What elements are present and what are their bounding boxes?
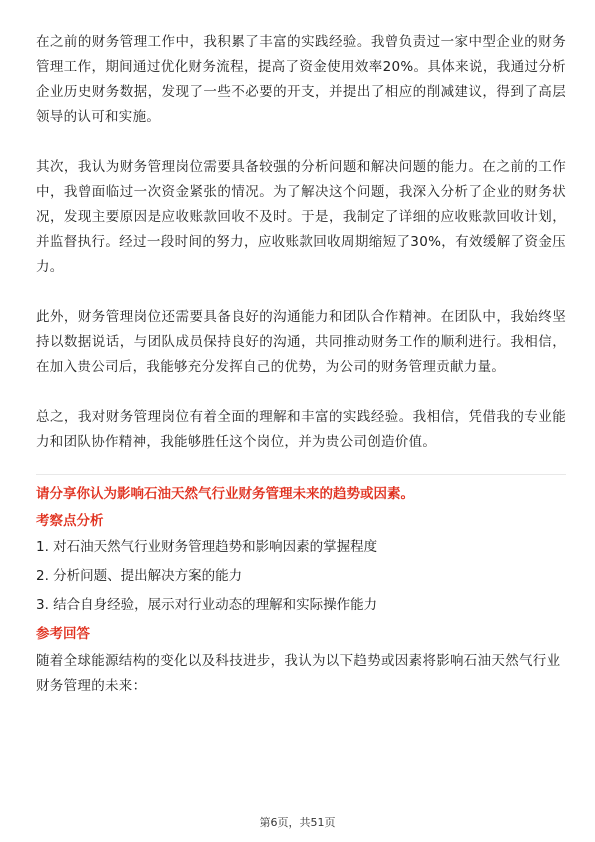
body-paragraph-3: 此外，财务管理岗位还需要具备良好的沟通能力和团队合作精神。在团队中，我始终坚持以数据说话，与团队成员保持良好的沟通，共同推动财务工作的顺利进行。我相信，在加入贵公司后，我能够充分发挥自己的优势，为公司的财务管理贡献力量。 (36, 309, 566, 375)
analysis-item-1: 1. 对石油天然气行业财务管理趋势和影响因素的掌握程度 (36, 539, 378, 555)
interview-question: 请分享你认为影响石油天然气行业财务管理未来的趋势或因素。 (36, 486, 414, 502)
reference-heading: 参考回答 (36, 626, 90, 642)
body-paragraph-4: 总之，我对财务管理岗位有着全面的理解和丰富的实践经验。我相信，凭借我的专业能力和团队协作精神，我能够胜任这个岗位，并为贵公司创造价值。 (36, 409, 566, 450)
body-paragraph-2: 其次，我认为财务管理岗位需要具备较强的分析问题和解决问题的能力。在之前的工作中，我曾面临过一次资金紧张的情况。为了解决这个问题，我深入分析了企业的财务状况，发现主要原因是应收账款回收不及时。于是，我制定了详细的应收账款回收计划，并监督执行。经过一段时间的努力，应收账款回收周期缩短了30%，有效缓解了资金压力。 (36, 159, 566, 275)
reference-answer: 随着全球能源结构的变化以及科技进步，我认为以下趋势或因素将影响石油天然气行业财务管理的未来： (36, 653, 561, 694)
body-paragraph-1: 在之前的财务管理工作中，我积累了丰富的实践经验。我曾负责过一家中型企业的财务管理工作，期间通过优化财务流程，提高了资金使用效率20%。具体来说，我通过分析企业历史财务数据，发现了一些不必要的开支，并提出了相应的削减建议，得到了高层领导的认可和实施。 (36, 34, 566, 125)
analysis-item-3: 3. 结合自身经验，展示对行业动态的理解和实际操作能力 (36, 597, 378, 613)
analysis-item-2: 2. 分析问题、提出解决方案的能力 (36, 568, 243, 584)
page-number: 第6页，共51页 (259, 816, 336, 829)
analysis-heading: 考察点分析 (36, 513, 104, 529)
page-content (36, 30, 566, 699)
section-divider (36, 474, 566, 475)
